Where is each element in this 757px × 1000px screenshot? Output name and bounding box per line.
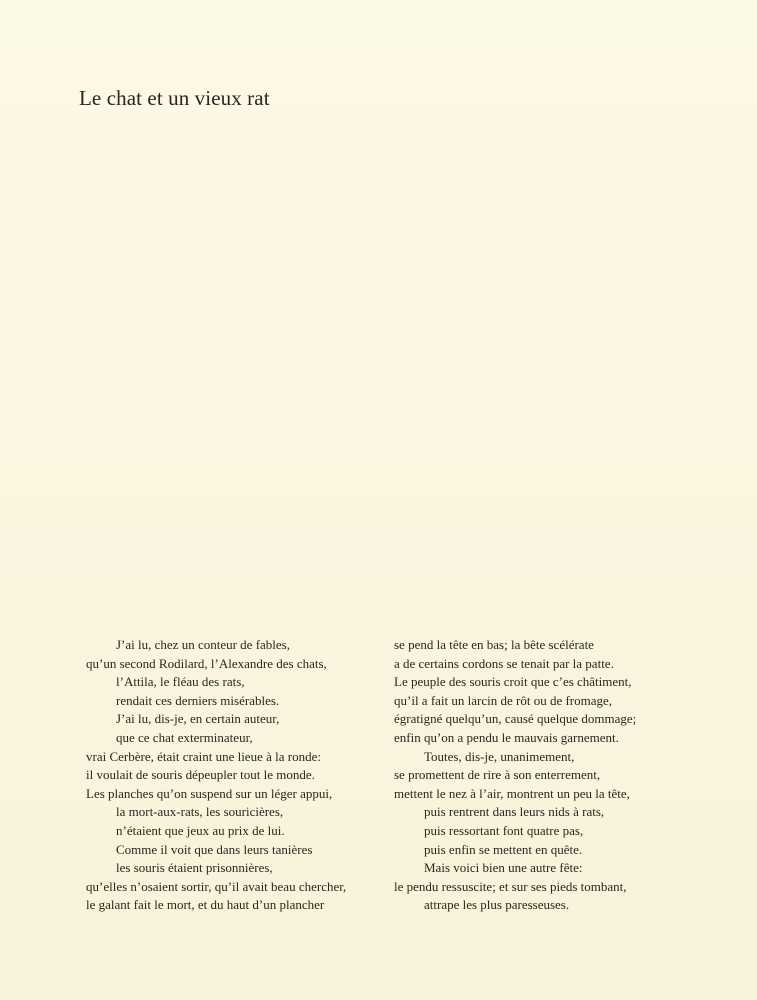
poem-line: le galant fait le mort, et du haut d’un plancher: [86, 897, 325, 913]
poem-line: puis enfin se mettent en quête.: [424, 841, 583, 857]
poem-line: Les planches qu’on suspend sur un léger appui,: [86, 785, 333, 801]
poem-line: attrape les plus paresseuses.: [424, 897, 570, 913]
poem-line: l’Attila, le fléau des rats,: [116, 674, 245, 690]
poem-line: Mais voici bien une autre fête:: [424, 860, 583, 876]
poem-line: égratigné quelqu’un, causé quelque dommage;: [394, 711, 637, 727]
poem-line: se promettent de rire à son enterrement,: [394, 767, 601, 783]
poem-line: mettent le nez à l’air, montrent un peu la tête,: [394, 785, 630, 801]
poem-column-left: [86, 636, 386, 915]
poem-line: les souris étaient prisonnières,: [116, 860, 273, 876]
poem-column-right: [394, 636, 694, 915]
poem-line: qu’elles n’osaient sortir, qu’il avait beau chercher,: [86, 878, 347, 894]
poem-line: qu’il a fait un larcin de rôt ou de fromage,: [394, 692, 613, 708]
poem-line: qu’un second Rodilard, l’Alexandre des chats,: [86, 655, 327, 671]
poem-line: la mort-aux-rats, les souricières,: [116, 804, 284, 820]
poem-line: se pend la tête en bas; la bête scélérate: [394, 637, 594, 652]
poem-line: J’ai lu, dis-je, en certain auteur,: [116, 711, 280, 727]
poem-line: n’étaient que jeux au prix de lui.: [116, 822, 285, 838]
poem-line: que ce chat exterminateur,: [116, 729, 253, 745]
poem-line: Comme il voit que dans leurs tanières: [116, 841, 313, 857]
page-title: Le chat et un vieux rat: [79, 86, 270, 110]
poem-line: J’ai lu, chez un conteur de fables,: [116, 637, 290, 652]
poem-line: puis ressortant font quatre pas,: [424, 822, 584, 838]
poem-line: puis rentrent dans leurs nids à rats,: [424, 804, 605, 820]
poem-line: rendait ces derniers misérables.: [116, 692, 280, 708]
poem-line: vrai Cerbère, était craint une lieue à la ronde:: [86, 748, 321, 764]
poem-line: a de certains cordons se tenait par la patte.: [394, 655, 614, 671]
poem-line: Le peuple des souris croit que c’es châtiment,: [394, 674, 632, 690]
poem-line: enfin qu’on a pendu le mauvais garnement.: [394, 729, 619, 745]
poem-line: le pendu ressuscite; et sur ses pieds tombant,: [394, 878, 627, 894]
poem-line: Toutes, dis-je, unanimement,: [424, 748, 575, 764]
poem-line: il voulait de souris dépeupler tout le monde.: [86, 767, 315, 783]
